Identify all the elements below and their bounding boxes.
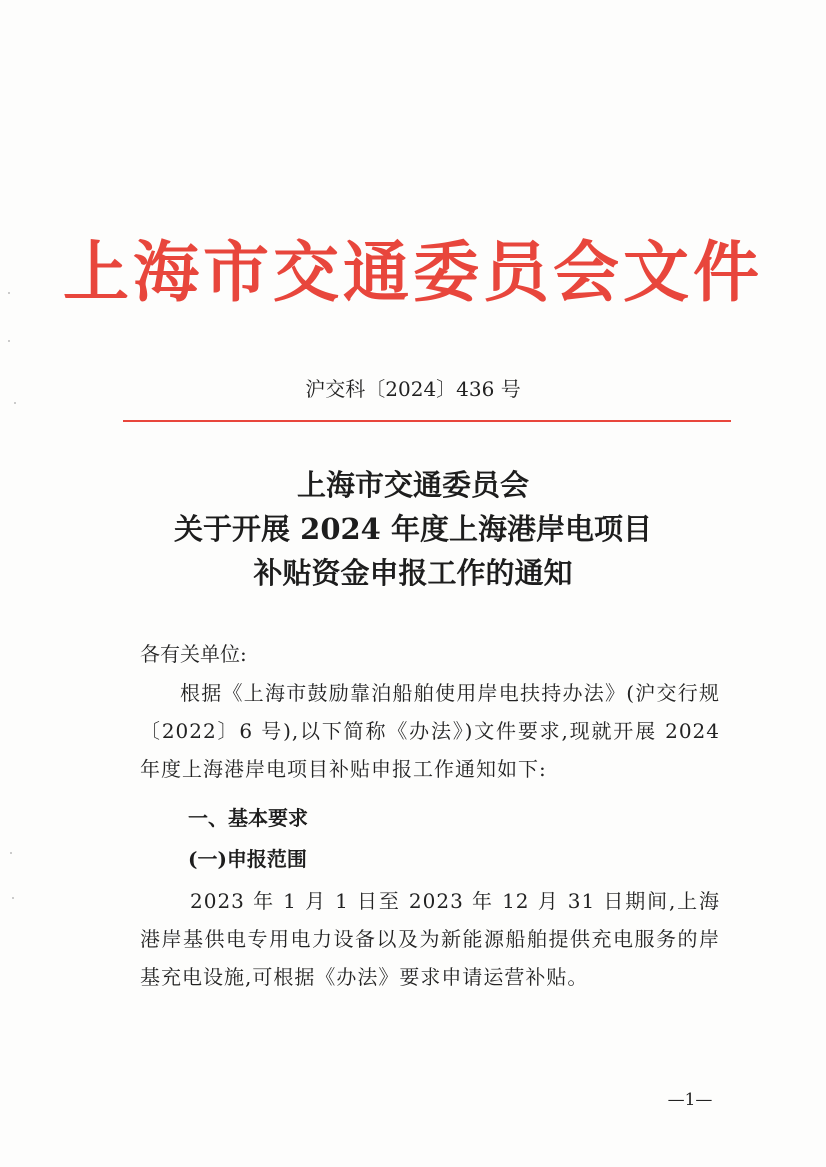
- notice-title-line: 补贴资金申报工作的通知: [253, 556, 573, 590]
- document-number: 沪交科〔2024〕436 号: [305, 377, 521, 401]
- scan-speck: [14, 402, 16, 404]
- section-heading: 一、基本要求: [188, 806, 308, 830]
- scan-speck: [10, 852, 12, 854]
- subsection-heading: (一)申报范围: [188, 847, 307, 871]
- notice-title-line: 上海市交通委员会: [296, 468, 529, 502]
- notice-title: [0, 463, 826, 595]
- page-number: —1—: [667, 1090, 713, 1110]
- document-header-title: 上海市交通委员会文件: [63, 233, 763, 311]
- body-paragraph: 2023 年 1 月 1 日至 2023 年 12 月 31 日期间,上海港岸基供电专用电力设备以及为新能源船舶提供充电服务的岸基充电设施,可根据《办法》要求申请运营补贴。: [140, 889, 720, 989]
- salutation: 各有关单位:: [140, 642, 247, 666]
- notice-title-line: 关于开展 2024 年度上海港岸电项目: [174, 512, 652, 546]
- scan-speck: [8, 292, 10, 294]
- scan-speck: [12, 897, 14, 899]
- body-paragraph: 根据《上海市鼓励靠泊船舶使用岸电扶持办法》(沪交行规〔2022〕6 号),以下简称《办法》)文件要求,现就开展 2024 年度上海港岸电项目补贴申报工作通知如下:: [140, 681, 720, 781]
- header-divider: [123, 420, 731, 422]
- scan-speck: [8, 340, 10, 342]
